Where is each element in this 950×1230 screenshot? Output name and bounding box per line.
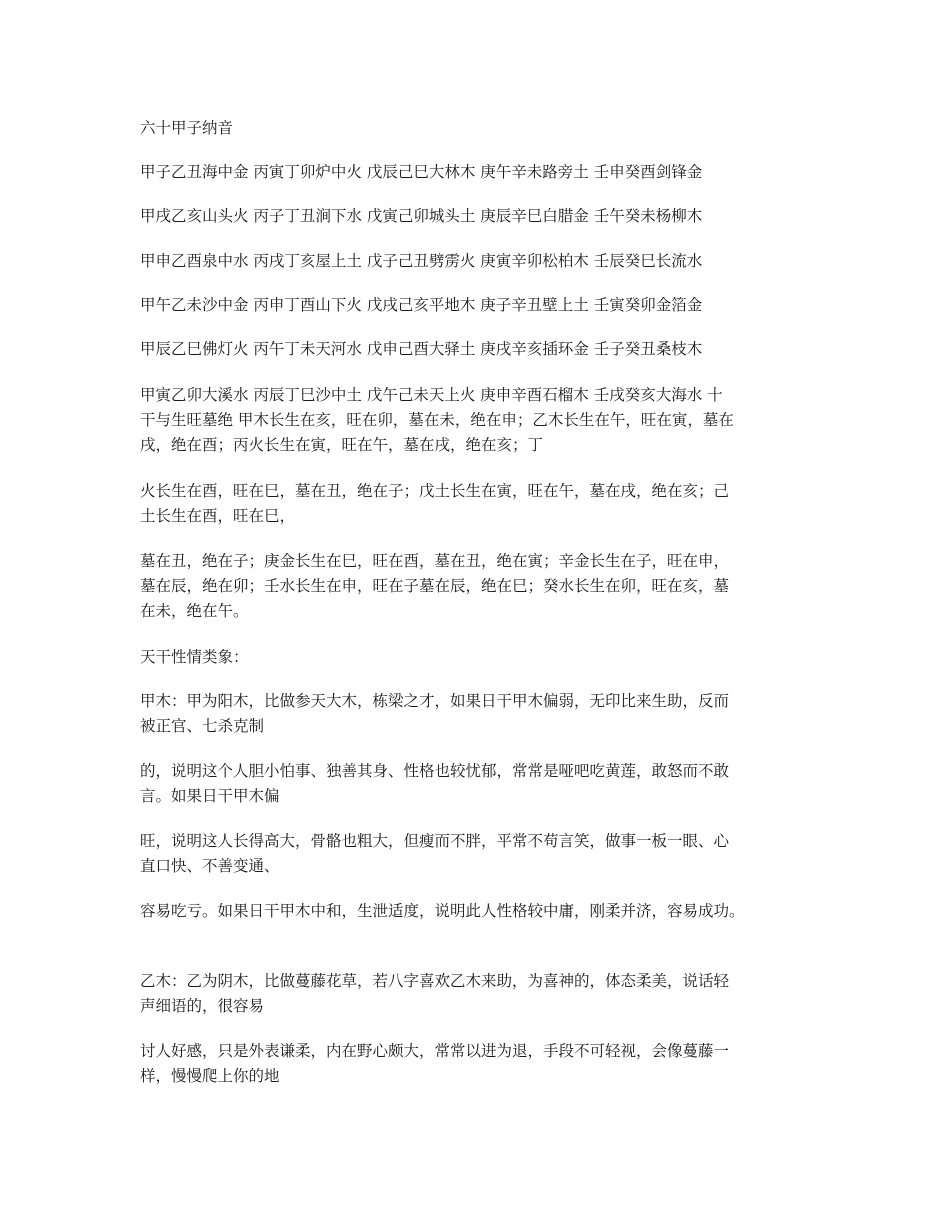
text-line: 甲木：甲为阳木，比做参天大木，栋梁之才，如果日干甲木偏弱，无印比来生助，反而 [140, 692, 730, 710]
text-line: 甲戌乙亥山头火 丙子丁丑涧下水 戊寅己卯城头土 庚辰辛巳白腊金 壬午癸未杨柳木 [140, 207, 703, 225]
text-line: 干与生旺墓绝 甲木长生在亥，旺在卯，墓在未，绝在申；乙木长生在午，旺在寅，墓在 [140, 411, 734, 429]
text-line: 墓在丑，绝在子；庚金长生在巳，旺在酉，墓在丑，绝在寅；辛金长生在子，旺在申， [140, 552, 730, 570]
text-line: 土长生在酉，旺在巳， [140, 507, 296, 525]
text-line: 在未，绝在午。 [140, 602, 249, 620]
text-line: 讨人好感，只是外表谦柔，内在野心颇大，常常以进为退，手段不可轻视，会像蔓藤一 [140, 1042, 730, 1060]
heading-tiangan: 天干性情类象： [140, 648, 249, 666]
text-line: 火长生在酉，旺在巳，墓在丑，绝在子；戊土长生在寅，旺在午，墓在戌，绝在亥；己 [140, 482, 730, 500]
text-line: 样，慢慢爬上你的地 [140, 1067, 280, 1085]
text-line: 被正官、七杀克制 [140, 717, 265, 735]
text-line: 直口快、不善变通、 [140, 857, 280, 875]
text-line: 甲申乙酉泉中水 丙戌丁亥屋上土 戊子己丑劈雳火 庚寅辛卯松柏木 壬辰癸巳长流水 [140, 252, 703, 270]
text-line: 甲寅乙卯大溪水 丙辰丁巳沙中土 戊午己未天上火 庚申辛酉石榴木 壬戌癸亥大海水 十 [140, 386, 723, 404]
text-line: 墓在辰，绝在卯；壬水长生在申，旺在子墓在辰，绝在巳；癸水长生在卯，旺在亥，墓 [140, 577, 730, 595]
text-line: 甲午乙未沙中金 丙申丁酉山下火 戊戌己亥平地木 庚子辛丑壁上土 壬寅癸卯金箔金 [140, 296, 703, 314]
text-line: 甲辰乙巳佛灯火 丙午丁未天河水 戊申己酉大驿土 庚戌辛亥插环金 壬子癸丑桑枝木 [140, 340, 703, 358]
text-line: 容易吃亏。如果日干甲木中和，生泄适度，说明此人性格较中庸，刚柔并济，容易成功。 [140, 902, 745, 920]
text-line: 言。如果日干甲木偏 [140, 787, 280, 805]
text-line: 的，说明这个人胆小怕事、独善其身、性格也较忧郁，常常是哑吧吃黄莲，敢怒而不敢 [140, 762, 730, 780]
text-line: 甲子乙丑海中金 丙寅丁卯炉中火 戊辰己巳大林木 庚午辛未路旁土 壬申癸酉剑锋金 [140, 163, 703, 181]
heading-nayin: 六十甲子纳音 [140, 119, 234, 137]
text-line: 乙木：乙为阴木，比做蔓藤花草，若八字喜欢乙木来助，为喜神的，体态柔美，说话轻 [140, 972, 730, 990]
text-line: 戌，绝在酉；丙火长生在寅，旺在午，墓在戌，绝在亥；丁 [140, 436, 544, 454]
text-line: 声细语的，很容易 [140, 997, 265, 1015]
text-line: 旺，说明这人长得高大，骨骼也粗大，但瘦而不胖，平常不苟言笑，做事一板一眼、心 [140, 832, 730, 850]
